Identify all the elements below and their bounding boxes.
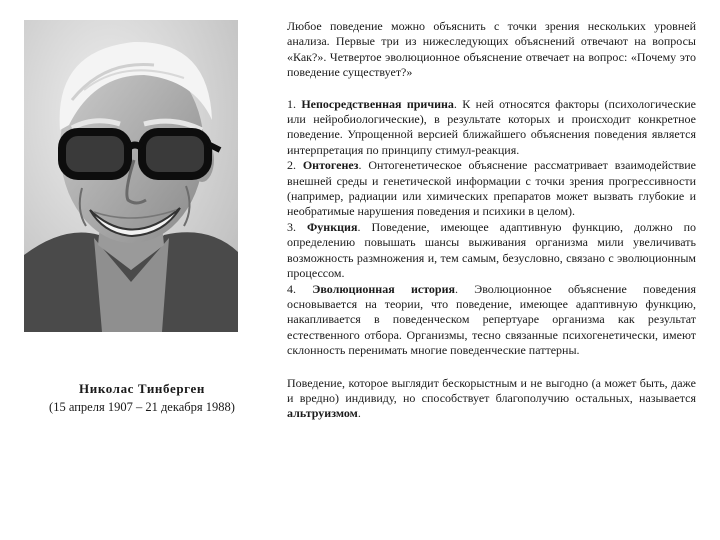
levels-list [287,97,696,359]
list-item-2 [287,158,696,220]
item-term: Онтогенез [302,158,359,173]
portrait-illustration [24,20,238,332]
outro-end: . [357,406,361,421]
item-number: 3. [287,219,307,234]
item-term: Функция [307,219,358,234]
list-item-1 [287,97,696,159]
intro-paragraph: Любое поведение можно объяснить с точки зрения нескольких уровней анализа. Первые три из нижеследующих объяснений отвечают на вопросы «Как?». Четвертое эволюционное объяснение отвечает на вопрос: «Почему это поведение существует?» [287,19,696,80]
outro-text: Поведение, которое выглядит бескорыстным и не выгодно (а может быть, даже и вредно) индивиду, но способствует благополучию остальных, называется [287,375,696,405]
item-term: Непосредственная причина [301,96,454,111]
outro-term: альтруизмом [287,406,358,421]
item-text: . Онтогенетическое объяснение рассматривает взаимодействие внешней среды и генетической информации с точки зрения прогрессивности (например, радиации или химических препаратов может вызвать глубокие и необратимые нарушения поведения и психики в целом). [287,158,696,219]
list-item-3 [287,220,696,282]
list-item-4 [287,282,696,359]
caption-dates: (15 апреля 1907 – 21 декабря 1988) [49,400,235,414]
item-text: . К ней относятся факторы (психологические или нейробиологические), в результате которых и происходит конкретное поведение. Упрощенной версией ближайшего объяснения поведения является интерпретация по принципу стимул-реакция. [287,96,696,157]
caption-name: Николас Тинберген [79,381,205,396]
item-number: 1. [287,96,302,111]
photo-caption [44,380,240,416]
item-text: . Поведение, имеющее адаптивную функцию, должно по определению повышать шансы выживания организма мили увеличивать возможность размножения и, тем самым, безусловно, связано с эволюционным процессом. [287,219,697,281]
item-number: 4. [287,281,313,296]
item-text: . Эволюционное объяснение поведения основывается на теории, что поведение, имеющее адаптивную функцию, накапливается в поведенческом репертуаре организма как результат естественного отбора. Организмы, тесно связанные психогенетически, имеют склонность перенимать многие поведенческие паттерны. [287,281,697,358]
outro-paragraph [287,376,696,422]
item-number: 2. [287,158,303,173]
item-term: Эволюционная история [312,281,456,296]
portrait-photo [24,20,238,332]
text-body [287,19,696,422]
